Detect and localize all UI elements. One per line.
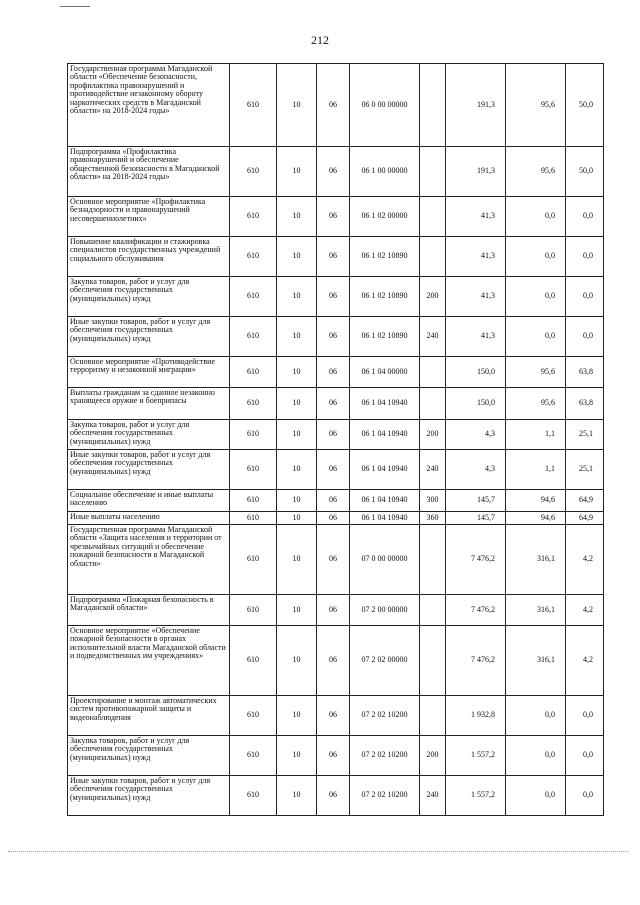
cell-amount-plan: 1 557,2 xyxy=(446,736,506,776)
cell-subsection: 06 xyxy=(317,197,350,237)
cell-amount-plan: 4,3 xyxy=(446,420,506,450)
table-row xyxy=(68,197,604,237)
cell-admin-code: 610 xyxy=(230,357,277,388)
cell-admin-code: 610 xyxy=(230,147,277,197)
cell-percent: 64,9 xyxy=(566,490,604,512)
cell-expense-type: 200 xyxy=(420,420,446,450)
cell-expense-type xyxy=(420,696,446,736)
row-name: Закупка товаров, работ и услуг для обеспечения государственных (муниципальных) нужд xyxy=(68,420,230,450)
cell-section: 10 xyxy=(277,277,317,317)
cell-amount-plan: 145,7 xyxy=(446,512,506,525)
cell-amount-plan: 41,3 xyxy=(446,317,506,357)
cell-expense-type xyxy=(420,357,446,388)
cell-admin-code: 610 xyxy=(230,776,277,816)
cell-percent: 0,0 xyxy=(566,776,604,816)
cell-section: 10 xyxy=(277,317,317,357)
cell-amount-plan: 1 932,8 xyxy=(446,696,506,736)
cell-admin-code: 610 xyxy=(230,595,277,626)
cell-subsection: 06 xyxy=(317,490,350,512)
cell-amount-plan: 7 476,2 xyxy=(446,595,506,626)
cell-amount-executed: 95,6 xyxy=(506,64,566,147)
cell-expense-type: 300 xyxy=(420,490,446,512)
row-name: Основное мероприятие «Обеспечение пожарной безопасности в органах исполнительной власти Магаданской области и подведомственных им учреждениях» xyxy=(68,626,230,696)
cell-target-article: 07 2 02 00000 xyxy=(350,626,420,696)
table-row xyxy=(68,237,604,277)
cell-expense-type: 360 xyxy=(420,512,446,525)
cell-target-article: 06 1 04 10940 xyxy=(350,420,420,450)
cell-subsection: 06 xyxy=(317,450,350,490)
cell-admin-code: 610 xyxy=(230,450,277,490)
cell-target-article: 06 1 02 00000 xyxy=(350,197,420,237)
table-row xyxy=(68,317,604,357)
table-row xyxy=(68,147,604,197)
row-name: Государственная программа Магаданской области «Обеспечение безопасности, профилактика правонарушений и противодействие незаконному обороту наркотических средств в Магаданской области» на 2018-2024 годы» xyxy=(68,64,230,147)
cell-percent: 0,0 xyxy=(566,736,604,776)
cell-admin-code: 610 xyxy=(230,388,277,420)
cell-amount-executed: 0,0 xyxy=(506,237,566,277)
cell-amount-executed: 94,6 xyxy=(506,490,566,512)
cell-section: 10 xyxy=(277,696,317,736)
cell-amount-executed: 0,0 xyxy=(506,736,566,776)
cell-section: 10 xyxy=(277,595,317,626)
table-row xyxy=(68,388,604,420)
cell-target-article: 07 2 02 10200 xyxy=(350,776,420,816)
cell-subsection: 06 xyxy=(317,420,350,450)
cell-percent: 0,0 xyxy=(566,317,604,357)
cell-amount-plan: 41,3 xyxy=(446,197,506,237)
cell-target-article: 06 1 02 10890 xyxy=(350,237,420,277)
cell-expense-type xyxy=(420,388,446,420)
cell-target-article: 06 1 04 00000 xyxy=(350,357,420,388)
cell-section: 10 xyxy=(277,525,317,595)
cell-section: 10 xyxy=(277,420,317,450)
cell-amount-executed: 0,0 xyxy=(506,197,566,237)
cell-subsection: 06 xyxy=(317,277,350,317)
cell-target-article: 06 1 00 00000 xyxy=(350,147,420,197)
cell-subsection: 06 xyxy=(317,696,350,736)
table-row xyxy=(68,776,604,816)
cell-section: 10 xyxy=(277,450,317,490)
cell-percent: 0,0 xyxy=(566,277,604,317)
cell-admin-code: 610 xyxy=(230,277,277,317)
cell-percent: 25,1 xyxy=(566,450,604,490)
row-name: Подпрограмма «Пожарная безопасность в Магаданской области» xyxy=(68,595,230,626)
cell-target-article: 07 2 02 10200 xyxy=(350,696,420,736)
scan-artifact-line xyxy=(60,6,90,7)
cell-amount-plan: 41,3 xyxy=(446,277,506,317)
cell-target-article: 07 0 00 00000 xyxy=(350,525,420,595)
cell-amount-executed: 0,0 xyxy=(506,277,566,317)
cell-percent: 4,2 xyxy=(566,626,604,696)
table-row xyxy=(68,736,604,776)
cell-amount-plan: 7 476,2 xyxy=(446,525,506,595)
row-name: Проектирование и монтаж автоматических систем противопожарной защиты и видеонаблюдения xyxy=(68,696,230,736)
cell-percent: 63,8 xyxy=(566,388,604,420)
cell-admin-code: 610 xyxy=(230,197,277,237)
cell-amount-executed: 0,0 xyxy=(506,696,566,736)
cell-admin-code: 610 xyxy=(230,64,277,147)
cell-admin-code: 610 xyxy=(230,512,277,525)
cell-amount-plan: 145,7 xyxy=(446,490,506,512)
row-name: Иные закупки товаров, работ и услуг для обеспечения государственных (муниципальных) нужд xyxy=(68,450,230,490)
table-row xyxy=(68,277,604,317)
cell-admin-code: 610 xyxy=(230,317,277,357)
cell-amount-executed: 316,1 xyxy=(506,525,566,595)
cell-target-article: 07 2 00 00000 xyxy=(350,595,420,626)
cell-section: 10 xyxy=(277,197,317,237)
row-name: Основное мероприятие «Противодействие терроризму и незаконной миграции» xyxy=(68,357,230,388)
cell-target-article: 06 1 04 10940 xyxy=(350,512,420,525)
row-name: Повышение квалификации и стажировка специалистов государственных учреждений социального обслуживания xyxy=(68,237,230,277)
cell-amount-executed: 94,6 xyxy=(506,512,566,525)
table-row xyxy=(68,512,604,525)
cell-subsection: 06 xyxy=(317,776,350,816)
cell-amount-plan: 4,3 xyxy=(446,450,506,490)
cell-amount-plan: 191,3 xyxy=(446,64,506,147)
cell-amount-plan: 41,3 xyxy=(446,237,506,277)
table-row xyxy=(68,626,604,696)
cell-subsection: 06 xyxy=(317,237,350,277)
cell-subsection: 06 xyxy=(317,512,350,525)
cell-percent: 0,0 xyxy=(566,237,604,277)
cell-section: 10 xyxy=(277,626,317,696)
cell-section: 10 xyxy=(277,490,317,512)
cell-subsection: 06 xyxy=(317,64,350,147)
cell-subsection: 06 xyxy=(317,626,350,696)
cell-expense-type: 240 xyxy=(420,776,446,816)
cell-expense-type: 240 xyxy=(420,317,446,357)
row-name: Иные закупки товаров, работ и услуг для обеспечения государственных (муниципальных) нужд xyxy=(68,776,230,816)
table-row xyxy=(68,450,604,490)
cell-amount-executed: 95,6 xyxy=(506,147,566,197)
row-name: Закупка товаров, работ и услуг для обеспечения государственных (муниципальных) нужд xyxy=(68,736,230,776)
cell-admin-code: 610 xyxy=(230,490,277,512)
cell-amount-plan: 191,3 xyxy=(446,147,506,197)
cell-percent: 4,2 xyxy=(566,595,604,626)
cell-expense-type: 200 xyxy=(420,736,446,776)
row-name: Подпрограмма «Профилактика правонарушений и обеспечение общественной безопасности в Магаданской области» на 2018-2024 годы» xyxy=(68,147,230,197)
cell-target-article: 06 1 04 10940 xyxy=(350,388,420,420)
cell-subsection: 06 xyxy=(317,357,350,388)
cell-subsection: 06 xyxy=(317,595,350,626)
row-name: Иные выплаты населению xyxy=(68,512,230,525)
table-row xyxy=(68,525,604,595)
cell-expense-type xyxy=(420,525,446,595)
table-row xyxy=(68,696,604,736)
cell-amount-executed: 316,1 xyxy=(506,595,566,626)
cell-percent: 50,0 xyxy=(566,147,604,197)
table-row xyxy=(68,490,604,512)
row-name: Иные закупки товаров, работ и услуг для обеспечения государственных (муниципальных) нужд xyxy=(68,317,230,357)
cell-section: 10 xyxy=(277,736,317,776)
cell-subsection: 06 xyxy=(317,317,350,357)
row-name: Выплаты гражданам за сданное незаконно хранящееся оружие и боеприпасы xyxy=(68,388,230,420)
cell-expense-type xyxy=(420,147,446,197)
cell-target-article: 06 1 04 10940 xyxy=(350,450,420,490)
cell-admin-code: 610 xyxy=(230,626,277,696)
cell-subsection: 06 xyxy=(317,525,350,595)
cell-amount-plan: 150,0 xyxy=(446,388,506,420)
cell-amount-executed: 0,0 xyxy=(506,317,566,357)
cell-section: 10 xyxy=(277,147,317,197)
cell-amount-plan: 150,0 xyxy=(446,357,506,388)
cell-percent: 4,2 xyxy=(566,525,604,595)
cell-admin-code: 610 xyxy=(230,237,277,277)
cell-subsection: 06 xyxy=(317,736,350,776)
cell-percent: 63,8 xyxy=(566,357,604,388)
cell-admin-code: 610 xyxy=(230,420,277,450)
cell-target-article: 06 1 02 10890 xyxy=(350,317,420,357)
page-number: 212 xyxy=(311,33,329,47)
row-name: Закупка товаров, работ и услуг для обеспечения государственных (муниципальных) нужд xyxy=(68,277,230,317)
cell-percent: 64,9 xyxy=(566,512,604,525)
cell-subsection: 06 xyxy=(317,147,350,197)
row-name: Государственная программа Магаданской области «Защита населения и территории от чрезвычайных ситуаций и обеспечение пожарной безопасности в Магаданской области» xyxy=(68,525,230,595)
cell-section: 10 xyxy=(277,776,317,816)
table-row xyxy=(68,64,604,147)
budget-table xyxy=(67,63,604,816)
cell-amount-executed: 0,0 xyxy=(506,776,566,816)
cell-section: 10 xyxy=(277,357,317,388)
cell-amount-executed: 1,1 xyxy=(506,420,566,450)
cell-amount-executed: 316,1 xyxy=(506,626,566,696)
cell-section: 10 xyxy=(277,512,317,525)
table-row xyxy=(68,420,604,450)
cell-target-article: 06 1 04 10940 xyxy=(350,490,420,512)
row-name: Социальное обеспечение и иные выплаты населению xyxy=(68,490,230,512)
cell-subsection: 06 xyxy=(317,388,350,420)
cell-section: 10 xyxy=(277,64,317,147)
cell-expense-type xyxy=(420,237,446,277)
cell-section: 10 xyxy=(277,237,317,277)
cell-percent: 50,0 xyxy=(566,64,604,147)
cell-expense-type: 240 xyxy=(420,450,446,490)
cell-admin-code: 610 xyxy=(230,696,277,736)
table-row xyxy=(68,595,604,626)
table-row xyxy=(68,357,604,388)
cell-expense-type xyxy=(420,626,446,696)
cell-amount-executed: 95,6 xyxy=(506,357,566,388)
cell-amount-plan: 7 476,2 xyxy=(446,626,506,696)
cell-expense-type xyxy=(420,595,446,626)
cell-expense-type xyxy=(420,197,446,237)
cell-amount-executed: 95,6 xyxy=(506,388,566,420)
cell-section: 10 xyxy=(277,388,317,420)
cell-target-article: 06 0 00 00000 xyxy=(350,64,420,147)
cell-amount-plan: 1 557,2 xyxy=(446,776,506,816)
cell-percent: 25,1 xyxy=(566,420,604,450)
cell-admin-code: 610 xyxy=(230,525,277,595)
cell-percent: 0,0 xyxy=(566,197,604,237)
cell-percent: 0,0 xyxy=(566,696,604,736)
cell-target-article: 06 1 02 10890 xyxy=(350,277,420,317)
cell-expense-type: 200 xyxy=(420,277,446,317)
cell-target-article: 07 2 02 10200 xyxy=(350,736,420,776)
row-name: Основное мероприятие «Профилактика безнадзорности и правонарушений несовершеннолетних» xyxy=(68,197,230,237)
cell-expense-type xyxy=(420,64,446,147)
cell-amount-executed: 1,1 xyxy=(506,450,566,490)
cell-admin-code: 610 xyxy=(230,736,277,776)
scan-artifact-dots xyxy=(8,851,628,853)
